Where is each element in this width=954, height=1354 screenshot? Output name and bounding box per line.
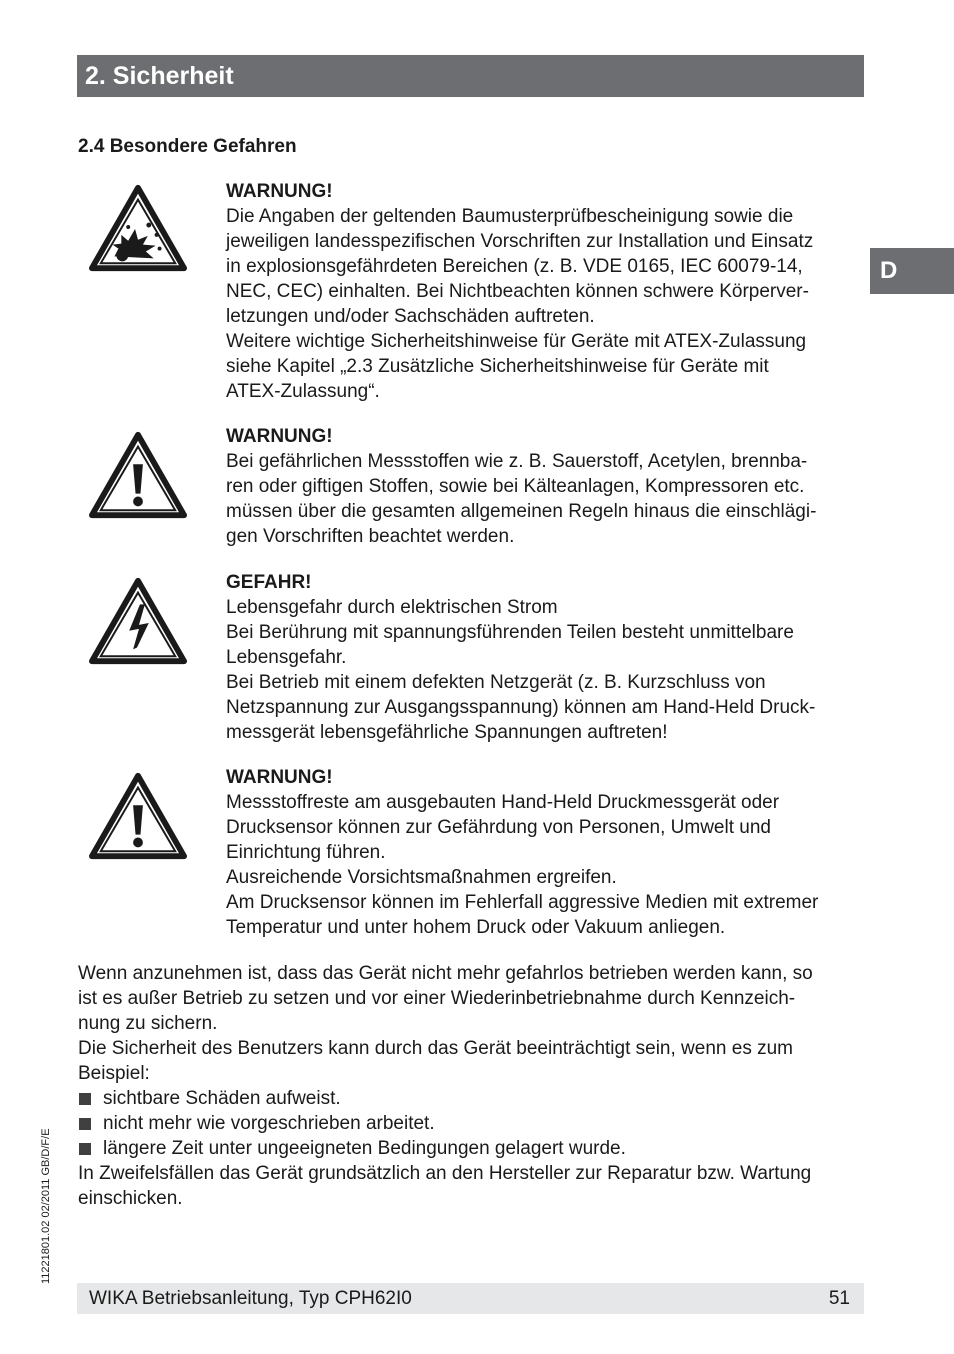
- footer-text: WIKA Betriebsanleitung, Typ CPH62I0: [89, 1288, 412, 1309]
- warning-text: [226, 570, 866, 745]
- warning-line: Weitere wichtige Sicherheitshinweise für Geräte mit ATEX-Zulassung: [226, 331, 807, 352]
- electrical-hazard-icon: [89, 576, 187, 666]
- body-line: einschicken.: [78, 1188, 183, 1209]
- warning-line: Drucksensor können zur Gefährdung von Personen, Umwelt und: [226, 817, 771, 838]
- general-warning-icon: [89, 430, 187, 520]
- warning-line: Bei gefährlichen Messstoffen wie z. B. Sauerstoff, Acetylen, brennba-: [226, 451, 808, 472]
- warning-line: Temperatur und unter hohem Druck oder Vakuum anliegen.: [226, 917, 726, 938]
- warning-line: NEC, CEC) einhalten. Bei Nichtbeachten können schwere Körperver-: [226, 281, 809, 302]
- warning-line: Die Angaben der geltenden Baumusterprüfbescheinigung sowie die: [226, 206, 794, 227]
- warning-line: Bei Berührung mit spannungsführenden Teilen besteht unmittelbare: [226, 622, 794, 643]
- warning-title: WARNUNG!: [226, 426, 333, 447]
- warning-line: Lebensgefahr.: [226, 647, 347, 668]
- body-text: [78, 961, 868, 1211]
- section-heading: 2.4 Besondere Gefahren: [78, 136, 297, 157]
- general-warning-icon: [89, 771, 187, 861]
- body-line: nung zu sichern.: [78, 1013, 218, 1034]
- language-tab-label: D: [880, 257, 898, 284]
- warning-line: Ausreichende Vorsichtsmaßnahmen ergreifen.: [226, 867, 617, 888]
- body-line: Wenn anzunehmen ist, dass das Gerät nicht mehr gefahrlos betrieben werden kann, so: [78, 963, 813, 984]
- bullet-item: [78, 1086, 868, 1111]
- bullet-item: [78, 1111, 868, 1136]
- warning-line: siehe Kapitel „2.3 Zusätzliche Sicherheitshinweise für Geräte mit: [226, 356, 769, 377]
- warning-line: in explosionsgefährdeten Bereichen (z. B. VDE 0165, IEC 60079-14,: [226, 256, 803, 277]
- warning-title: GEFAHR!: [226, 572, 312, 593]
- bullet-square-icon: [79, 1143, 91, 1155]
- warning-line: Bei Betrieb mit einem defekten Netzgerät (z. B. Kurzschluss von: [226, 672, 766, 693]
- warning-line: Einrichtung führen.: [226, 842, 386, 863]
- explosion-hazard-icon: [89, 183, 187, 273]
- document-id: 11221801.02 02/2011 GB/D/F/E: [40, 1128, 52, 1284]
- warning-title: WARNUNG!: [226, 767, 333, 788]
- body-line: Die Sicherheit des Benutzers kann durch das Gerät beeinträchtigt sein, wenn es zum: [78, 1038, 793, 1059]
- bullet-square-icon: [79, 1093, 91, 1105]
- warning-text: [226, 765, 866, 940]
- bullet-text: sichtbare Schäden aufweist.: [103, 1088, 341, 1109]
- warning-text: [226, 179, 866, 404]
- section-header-bar: [77, 55, 864, 97]
- warning-line: ATEX-Zulassung“.: [226, 381, 380, 402]
- footer-bar: [77, 1283, 864, 1314]
- language-tab: [870, 248, 954, 294]
- warning-line: gen Vorschriften beachtet werden.: [226, 526, 515, 547]
- warning-line: Messstoffreste am ausgebauten Hand-Held Druckmessgerät oder: [226, 792, 780, 813]
- bullet-item: [78, 1136, 868, 1161]
- warning-line: Lebensgefahr durch elektrischen Strom: [226, 597, 558, 618]
- warning-line: messgerät lebensgefährliche Spannungen auftreten!: [226, 722, 668, 743]
- bullet-text: nicht mehr wie vorgeschrieben arbeitet.: [103, 1113, 435, 1134]
- warning-line: letzungen und/oder Sachschäden auftreten.: [226, 306, 595, 327]
- warning-line: Am Drucksensor können im Fehlerfall aggressive Medien mit extremer: [226, 892, 819, 913]
- warning-line: ren oder giftigen Stoffen, sowie bei Kälteanlagen, Kompressoren etc.: [226, 476, 805, 497]
- body-line: ist es außer Betrieb zu setzen und vor einer Wiederinbetriebnahme durch Kennzeich-: [78, 988, 796, 1009]
- warning-line: Netzspannung zur Ausgangsspannung) können am Hand-Held Druck-: [226, 697, 816, 718]
- body-line: Beispiel:: [78, 1063, 150, 1084]
- page-number: 51: [828, 1288, 850, 1309]
- warning-line: müssen über die gesamten allgemeinen Regeln hinaus die einschlägi-: [226, 501, 817, 522]
- bullet-square-icon: [79, 1118, 91, 1130]
- body-line: In Zweifelsfällen das Gerät grundsätzlich an den Hersteller zur Reparatur bzw. Wartung: [78, 1163, 812, 1184]
- page-title: 2. Sicherheit: [85, 62, 234, 90]
- warning-line: jeweiligen landesspezifischen Vorschriften zur Installation und Einsatz: [226, 231, 814, 252]
- bullet-text: längere Zeit unter ungeeigneten Bedingungen gelagert wurde.: [103, 1138, 626, 1159]
- warning-text: [226, 424, 866, 549]
- warning-title: WARNUNG!: [226, 181, 333, 202]
